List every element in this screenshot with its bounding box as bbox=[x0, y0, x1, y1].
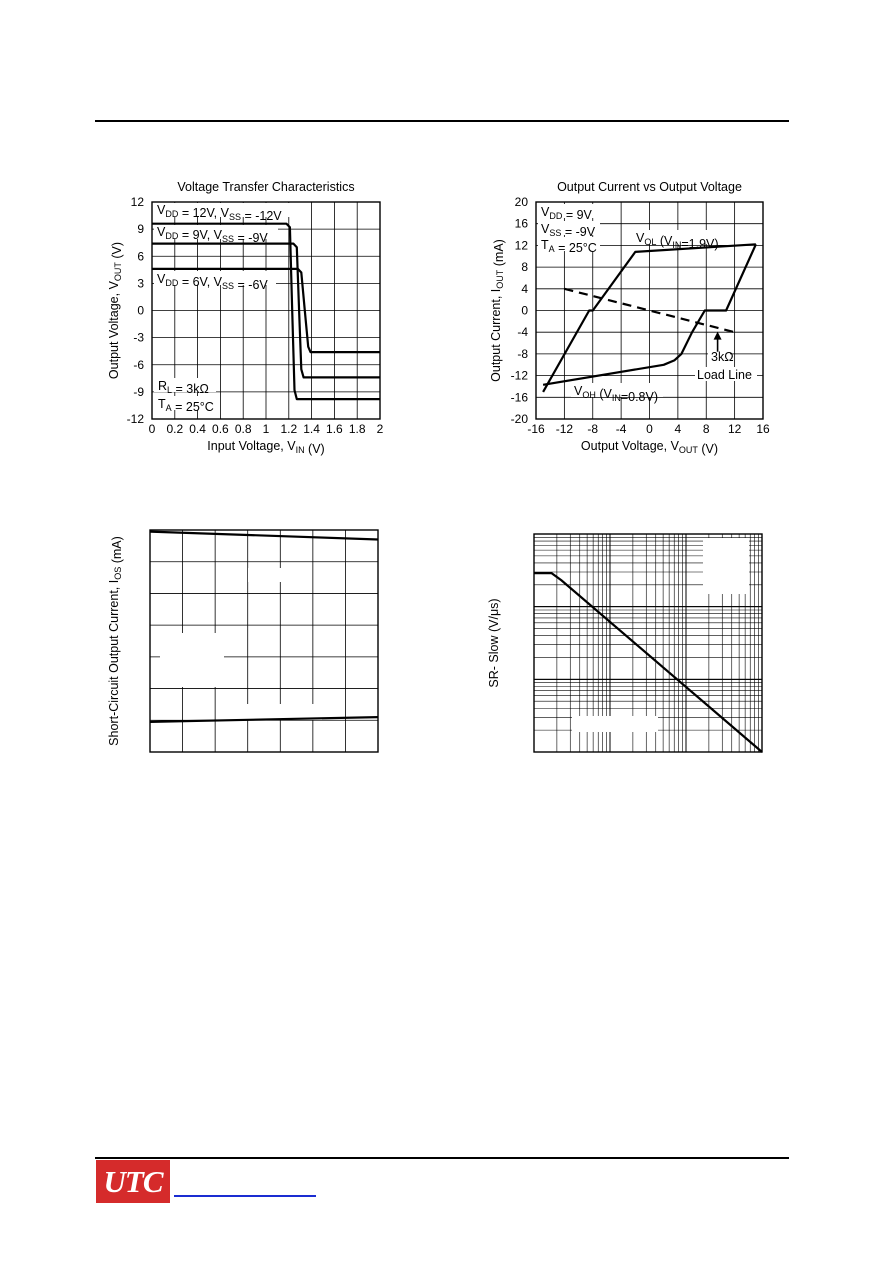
ivo-y-axis-label: Output Current, $I_{OUT}$ (mA) bbox=[489, 239, 506, 382]
ios-blank-region bbox=[160, 633, 224, 687]
ios-blank-region bbox=[248, 568, 312, 582]
vtc-chart bbox=[107, 180, 384, 456]
sr-blank-region bbox=[572, 716, 658, 732]
vtc-y-axis-label: Output Voltage, $V_{OUT}$ (V) bbox=[107, 241, 124, 380]
vtc-ytick-label: -9 bbox=[133, 384, 144, 399]
ivo-xtick-label: -16 bbox=[527, 422, 545, 436]
ivo-xtick-label: -4 bbox=[615, 422, 627, 436]
ivo-annotation: Load Line bbox=[697, 368, 752, 382]
ivo-xtick-label: -12 bbox=[555, 422, 574, 436]
ivo-annotation: $V_{OL}$ $(V_{IN}=1.9V)$ bbox=[636, 231, 719, 251]
vtc-ytick-label: 3 bbox=[137, 276, 144, 291]
vtc-annotation: $R_L = 3k\Omega$ bbox=[158, 379, 209, 396]
vtc-ytick-label: 12 bbox=[130, 195, 144, 209]
ivo-arrow-head bbox=[714, 332, 722, 340]
vtc-ytick-label: -12 bbox=[126, 412, 144, 426]
vtc-x-axis-label: Input Voltage, $V_{IN}$ (V) bbox=[207, 439, 325, 456]
vtc-xtick-label: 0.6 bbox=[212, 422, 229, 436]
vtc-xtick-label: 1 bbox=[262, 422, 270, 436]
ivo-annotation: $V_{DD} = 9V$ bbox=[541, 205, 592, 222]
utc-logo bbox=[96, 1160, 170, 1203]
logo-text: UTC bbox=[103, 1164, 163, 1199]
vtc-xtick-label: 1.4 bbox=[303, 422, 320, 436]
ivo-ytick-label: 12 bbox=[514, 238, 528, 253]
sr-blank-region bbox=[703, 538, 749, 594]
ivo-annotation: $T_A = 25^\circ C$ bbox=[541, 238, 597, 255]
ivo-xtick-label: -8 bbox=[587, 422, 599, 436]
ios-chart bbox=[107, 530, 378, 752]
vtc-xtick-label: 1.6 bbox=[326, 422, 343, 436]
ios-y-axis-label: Short-Circuit Output Current, $I_{OS}$ (mA) bbox=[107, 536, 124, 746]
vtc-xtick-label: 0 bbox=[148, 422, 156, 436]
vtc-ytick-label: -3 bbox=[133, 330, 144, 345]
vtc-annotation: $V_{DD} = 12V$, $V_{SS} = -12V$ bbox=[157, 203, 282, 223]
vtc-ytick-label: 6 bbox=[137, 249, 144, 264]
ivo-xtick-label: 8 bbox=[702, 422, 710, 436]
vtc-title: Voltage Transfer Characteristics bbox=[177, 180, 355, 194]
vtc-xtick-label: 1.2 bbox=[280, 422, 298, 436]
vtc-ytick-label: 0 bbox=[137, 303, 144, 318]
sr-chart bbox=[487, 534, 762, 752]
vtc-annotation: $T_A = 25^\circ C$ bbox=[158, 397, 214, 414]
vtc-ytick-label: 9 bbox=[137, 222, 144, 237]
vtc-xtick-label: 1.8 bbox=[348, 422, 366, 436]
vtc-xtick-label: 2 bbox=[376, 422, 384, 436]
ios-series-line bbox=[150, 532, 378, 540]
ivo-ytick-label: -20 bbox=[510, 412, 528, 426]
ivo-ytick-label: 0 bbox=[521, 303, 528, 318]
vtc-ytick-label: -6 bbox=[133, 357, 144, 372]
ivo-ytick-label: -4 bbox=[517, 325, 528, 340]
ivo-title: Output Current vs Output Voltage bbox=[557, 180, 742, 194]
ivo-xtick-label: 4 bbox=[674, 422, 682, 436]
ivo-ytick-label: -12 bbox=[510, 368, 528, 383]
ivo-annotation: $V_{SS} = -9V$ bbox=[541, 222, 596, 239]
sr-y-axis-label: SR- Slow (V/μs) bbox=[487, 598, 501, 688]
ivo-ytick-label: -8 bbox=[517, 346, 528, 361]
ivo-xtick-label: 16 bbox=[756, 422, 770, 436]
vtc-annotation: $V_{DD} = 9V$, $V_{SS} = -9V$ bbox=[157, 225, 268, 245]
ivo-ytick-label: -16 bbox=[510, 390, 528, 405]
vtc-annotation: $V_{DD} = 6V$, $V_{SS} = -6V$ bbox=[157, 272, 268, 292]
vtc-xtick-label: 0.4 bbox=[189, 422, 206, 436]
ivo-x-axis-label: Output Voltage, $V_{OUT}$ (V) bbox=[580, 439, 719, 456]
ivo-xtick-label: 12 bbox=[727, 422, 742, 436]
ivo-ytick-label: 16 bbox=[514, 216, 528, 231]
ivo-annotation: 3kΩ bbox=[711, 350, 734, 364]
vtc-xtick-label: 0.2 bbox=[166, 422, 184, 436]
website-link[interactable] bbox=[174, 1195, 316, 1197]
ivo-annotation: $V_{OH}$ $(V_{IN}=0.8V)$ bbox=[574, 384, 659, 404]
ivo-chart bbox=[489, 180, 770, 456]
ivo-ytick-label: 4 bbox=[521, 281, 528, 296]
vtc-xtick-label: 0.8 bbox=[234, 422, 252, 436]
ivo-xtick-label: 0 bbox=[646, 422, 653, 436]
ivo-ytick-label: 8 bbox=[521, 260, 528, 275]
ivo-ytick-label: 20 bbox=[514, 195, 528, 209]
